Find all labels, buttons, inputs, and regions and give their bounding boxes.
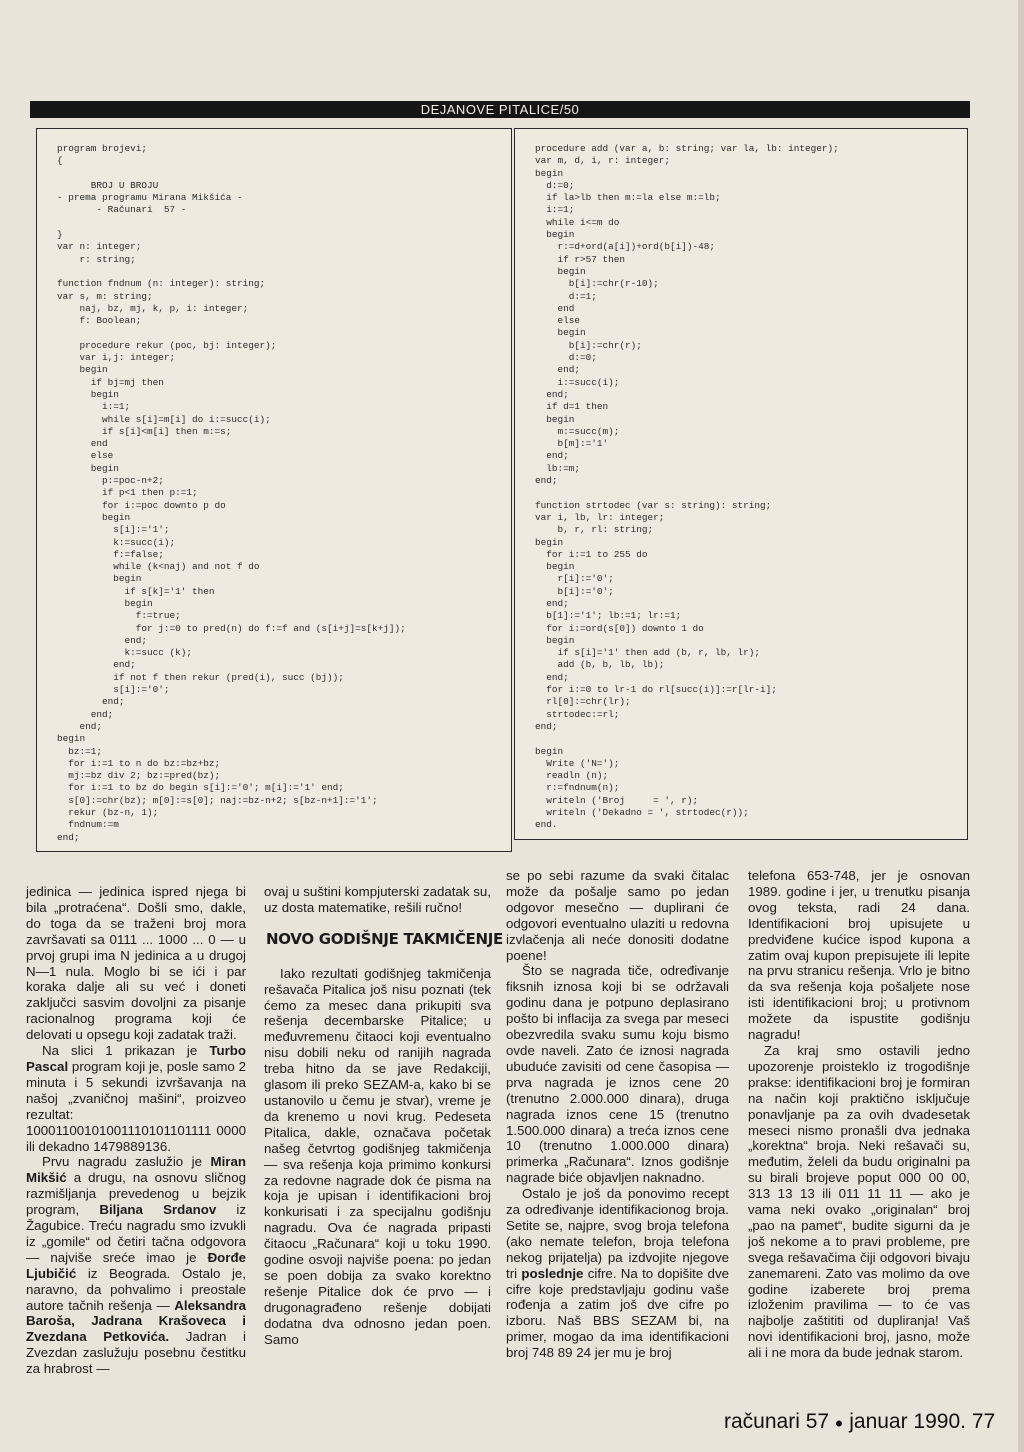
pascal-code-left: program brojevi; { BROJ U BROJU - prema programu Mirana Mikšića - - Računari 57 - } var n: integer; r: string; function fndnum (n: integer): string; var s, m: string; naj, bz, mj, k, p, i: integer; f: Boolean; procedure rekur (poc, bj: integer); var i,j: integer; begin if bj=mj then begin i:=1; while s[i]=m[i] do i:=succ(i); if s[i]<m[i] then m:=s; end else begin p:=poc-n+2; if p<1 then p:=1; for i:=poc downto p do begin s[i]:='1'; k:=succ(i); f:=false; while (k<naj) and not f do begin if s[k]='1' then begin f:=true; for j:=0 to pred(n) do f:=f and (s[i+j]=s[k+j]); end; k:=succ (k); end; if not f then rekur (pred(i), succ (bj)); s[i]:='0'; end; end; end; begin bz:=1; for i:=1 to n do bz:=bz+bz; mj:=bz div 2; bz:=pred(bz); for i:=1 to bz do begin s[i]:='0'; m[i]:='1' end; s[0]:=chr(bz); m[0]:=s[0]; naj:=bz-n+2; s[bz-n+1]:='1'; rekur (bz-n, 1); fndnum:=m end; xyxy=(57,143,406,843)
paragraph: Iako rezultati godišnjeg takmičenja rešavača Pitalica još nisu poznati (tek ćemo za mesec dana prikupiti sva rešenja decembarske Pitalice; u međuvremenu čitaoci koji eventualno nisu dobili neku od ranijih nagrada treba hitno da se jave Redakciji, glasom ili preko SEZAM-a, kako bi se ustanovilo u čemu je stvar), vreme je da krenemo u novi krug. Pedeseta Pitalica, dakle, označava početak našeg četvrtog godišnjeg takmičenja — sva rešenja koja primimo konkursi za redovne nagrade dok će pisma na koja je upisan i identifikacioni broj konkurisati i za specijalnu godišnju nagradu. Ova će nagrada pripasti čitaocu „Računara“ koji u toku 1990. godine osvoji najviše poena: po jedan se poen dobija za svako korektno rešenje Pitalice dok će prvo — i drugonagrađeno rešenje dobijati dodatna dva odnosno jedan poen. Samo xyxy=(264,965,491,1347)
code-listing-right xyxy=(514,128,968,840)
text: iz Beograda. Ostalo je, naravno, da pohvalimo i preostale autore tačnih rešenja — xyxy=(26,1265,246,1313)
article-column-1 xyxy=(26,884,246,1377)
paragraph: jedinica — jedinica ispred njega bi bila „protraćena“. Došli smo, dakle, do toga da se traženi broj mora završavati sa 0111 ... 1000 ... 0 — u prvoj grupi ima N jedinica a u drugoj N—1 nula. Moglo bi se ići i par koraka dalje ali su već i doneti zaključci sasvim dovoljni za pisanje racionalnog programa koji će delovati u opsegu koji zadatak traži. xyxy=(26,884,246,1043)
issue-date: januar 1990. xyxy=(849,1410,966,1433)
bold-text: Biljana Srdanov xyxy=(99,1202,217,1218)
text: Ostalo je još da ponovimo recept za određivanje identifikacionog broja. Setite se, najpre, svog broja telefona (ako nemate telefon, broja telefona nekog prijatelja) pa izdvojite njegove tri xyxy=(506,1186,729,1281)
paragraph: telefona 653-748, jer je osnovan 1989. godine i jer, u trenutku pisanja ovog teksta, radi 24 dana. Identifikacioni broj upisujete u predviđene kućice ispod kupona a zatim ovaj kupon prepisujete ili lepite na prvu stranicu rešenja. Vrlo je bitno da sva rešenja koja pošaljete nose isti identifikacioni broj; u protivnom možete da ispustite godišnju nagradu! xyxy=(748,868,970,1043)
text: program koji je, posle samo 2 minuta i 5 sekundi izvršavanja na našoj „zvaničnoj mašini“, proizveo rezultat: 10001100101001110101101111 0000 ili dekadno 1479889136. xyxy=(26,1058,246,1154)
section-title: NOVO GODIŠNJE TAKMIČENJE xyxy=(266,929,503,948)
text: Prvu nagradu zaslužio je xyxy=(42,1154,211,1170)
paragraph: ovaj u suštini kompjuterski zadatak su, uz dosta matematike, rešili ručno! xyxy=(264,884,491,915)
section-header xyxy=(30,101,970,118)
paragraph xyxy=(506,1186,729,1361)
page-footer xyxy=(724,1410,996,1434)
paragraph xyxy=(26,1154,246,1377)
text: Jadran i Zvezdan zaslužuju posebnu čestitku za hrabrost — xyxy=(26,1329,247,1377)
paragraph: Za kraj smo ostavili jedno upozorenje proisteklo iz trogodišnje prakse: identifikacioni broj je formiran na način koji praktično isključuje ponavljanje pa za ovih dvadesetak meseci nismo pronašli dva jednaka „korektna“ broja. Neki rešavači su, međutim, želeli da budu originalni pa su birali brojeve poput 000 00 00, 313 13 13 ili 011 11 11 — ako je vama neki ovako „originalan“ broj „pao na pamet“, budite sigurni da je još nekome a to pravi probleme, pre svega rešavačima čiji odgovori bivaju zanemareni. Zato vas molimo da ove godine izaberete broj prema izloženim pravilima — to će vas najbolje zaštititi od dupliranja! Vaš novi identifikacioni broj, jasno, može ali i ne mora da bude jednak starom. xyxy=(748,1042,970,1361)
page-number: 77 xyxy=(971,1410,996,1433)
pascal-code-right: procedure add (var a, b: string; var la, lb: integer); var m, d, i, r: integer; begin d:=0; if la>lb then m:=la else m:=lb; i:=1; while i<=m do begin r:=d+ord(a[i])+ord(b[i])-48; if r>57 then begin b[i]:=chr(r-10); d:=1; end else begin b[i]:=chr(r); d:=0; end; i:=succ(i); end; if d=1 then begin m:=succ(m); b[m]:='1' end; lb:=m; end; function strtodec (var s: string): string; var i, lb, lr: integer; b, r, rl: string; begin for i:=1 to 255 do begin r[i]:='0'; b[i]:='0'; end; b[1]:='1'; lb:=1; lr:=1; for i:=ord(s[0]) downto 1 do begin if s[i]='1' then add (b, r, lb, lr); add (b, b, lb, lb); end; for i:=0 to lr-1 do rl[succ(i)]:=r[lr-i]; rl[0]:=chr(lr); strtodec:=rl; end; begin Write ('N='); readln (n); r:=fndnum(n); writeln ('Broj = ', r); writeln ('Dekadno = ', strtodec(r)); end. xyxy=(535,143,839,831)
bold-text: Miran Mikšić xyxy=(26,1154,246,1186)
section-header-title: DEJANOVE PITALICE/50 xyxy=(420,102,580,117)
bold-text: Turbo Pascal xyxy=(26,1043,246,1074)
text: cifre. Na to dopišite dve cifre koje predstavljaju godinu vaše rođenja a zatim još dve cifre po izboru. Naš BBS SEZAM bi, na primer, mogao da ima identifikacioni broj 748 89 24 jer mu je broj xyxy=(506,1265,729,1361)
bold-text: Aleksandra Baroša, Jadrana Krašoveca i Zvezdana Petkovića. xyxy=(26,1297,246,1345)
article-column-4 xyxy=(748,868,970,1361)
bold-text: Đorđe Ljubičić xyxy=(26,1249,246,1281)
text: Na slici 1 prikazan je xyxy=(42,1043,210,1059)
text: iz Žagubice. Treću nagradu smo izvukli iz „gomile“ od četiri tačna odgovora — najviše sreće imao je xyxy=(26,1202,246,1265)
code-listing-left xyxy=(36,128,512,852)
article-column-3 xyxy=(506,868,729,1361)
paragraph: se po sebi razume da svaki čitalac može da pošalje samo po jedan odgovor mesečno — duplirani će odgovori eventualno ulaziti u redovna izvlačenja ali neće donositi dodatne poene! xyxy=(506,868,729,963)
article-column-2 xyxy=(264,884,503,1347)
paragraph xyxy=(26,1043,246,1154)
magazine-issue: računari 57 xyxy=(724,1410,830,1433)
text: a drugu, na osnovu sličnog razmišljanja prevedenog u bejzik program, xyxy=(26,1170,246,1218)
page-edge xyxy=(1018,0,1024,1452)
paragraph: Što se nagrada tiče, određivanje fiksnih iznosa koji bi se održavali godinu dana je potpuno deplasirano pošto bi inflacija za svega par meseci obezvredila svaku sumu koju bismo ovde naveli. Zato će iznosi nagrada ubuduće zavisiti od cene časopisa — prva nagrada je iznos cene 20 (trenutno 2.000.000 dinara), druga nagrada iznos cene 15 (trenutno 1.500.000 dinara) a treća iznos cene 10 (trenutno 1.000.000 dinara) primerka „Računara“. Iznos godišnje nagrade biće objavljen naknadno. xyxy=(506,963,729,1186)
bullet-icon: ● xyxy=(834,1414,844,1431)
bold-text: poslednje xyxy=(521,1265,584,1281)
